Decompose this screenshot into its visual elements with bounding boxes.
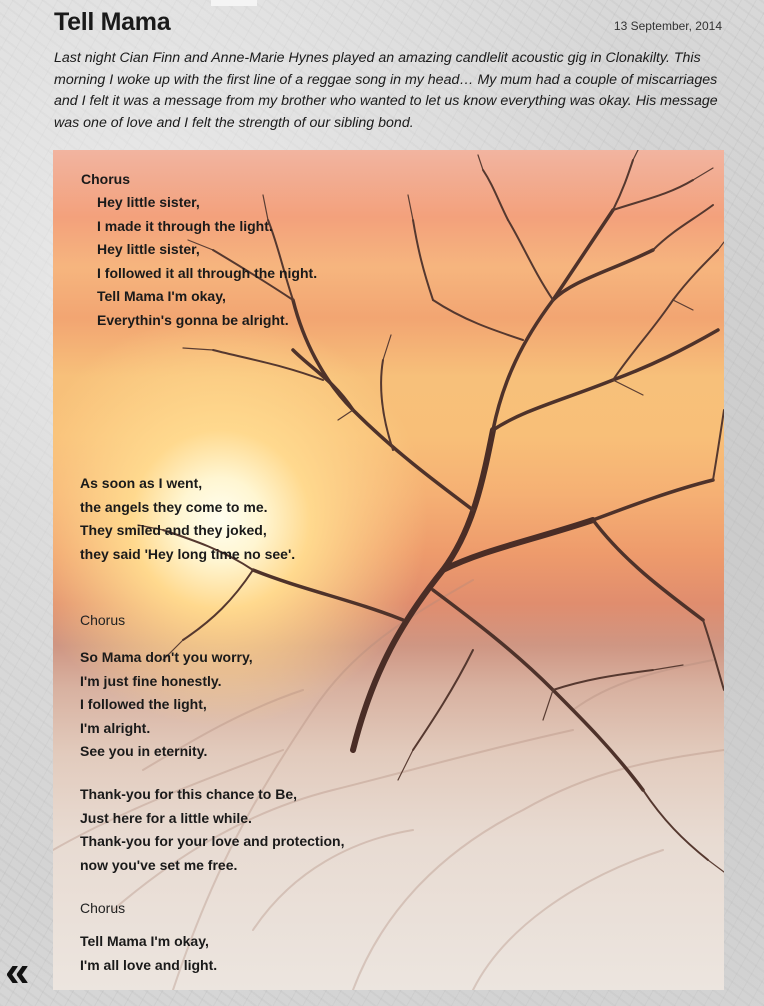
lyric-line: Hey little sister, (97, 241, 200, 257)
lyric-line: They smiled and they joked, (80, 522, 267, 538)
lyric-line: Tell Mama I'm okay, (97, 288, 226, 304)
chorus-reference: Chorus (80, 612, 126, 628)
lyric-line: Just here for a little while. (80, 809, 252, 826)
lyric-line: Hey little sister, (97, 194, 200, 210)
lyric-line: I followed it all through the night. (97, 264, 318, 281)
verse-1 (80, 472, 295, 566)
post-date: 13 September, 2014 (613, 19, 722, 33)
lyric-line: I followed the light, (80, 696, 207, 712)
song-panel (53, 150, 724, 990)
lyric-line: I'm all love and light. (80, 956, 218, 973)
lyric-line: they said 'Hey long time no see'. (80, 545, 296, 562)
lyric-line: As soon as I went, (80, 475, 203, 491)
lyric-line: I made it through the light. (97, 217, 273, 234)
verse-3 (80, 783, 344, 877)
lyric-line: now you've set me free. (80, 856, 238, 873)
lyric-line: I'm alright. (80, 719, 151, 736)
verse-2 (80, 646, 253, 764)
lyric-line: See you in eternity. (80, 743, 208, 759)
lyric-line: So Mama don't you worry, (80, 649, 253, 665)
lyric-line: Everythin's gonna be alright. (97, 311, 289, 328)
post-intro: Last night Cian Finn and Anne-Marie Hynes played an amazing candlelit acoustic gig in Clonakilty. This morning I woke up with the first line of a reggae song in my head… My mum had a couple of miscarriages and I felt it was a message from my brother who wanted to let us know everything was okay. His message was one of love and I felt the strength of our sibling bond. (54, 50, 718, 131)
lyric-line: the angels they come to me. (80, 498, 268, 515)
lyric-line: I'm just fine honestly. (80, 672, 222, 689)
back-button[interactable]: « (5, 947, 30, 996)
verse-4 (80, 930, 217, 977)
chorus-reference: Chorus (80, 900, 126, 916)
post-title: Tell Mama (54, 8, 171, 36)
top-tab (211, 0, 257, 6)
lyric-line: Thank-you for this chance to Be, (80, 786, 298, 802)
chorus-block (81, 168, 317, 332)
lyric-line: Thank-you for your love and protection, (80, 833, 345, 849)
lyric-line: Tell Mama I'm okay, (80, 933, 209, 949)
chorus-heading: Chorus (81, 171, 130, 187)
